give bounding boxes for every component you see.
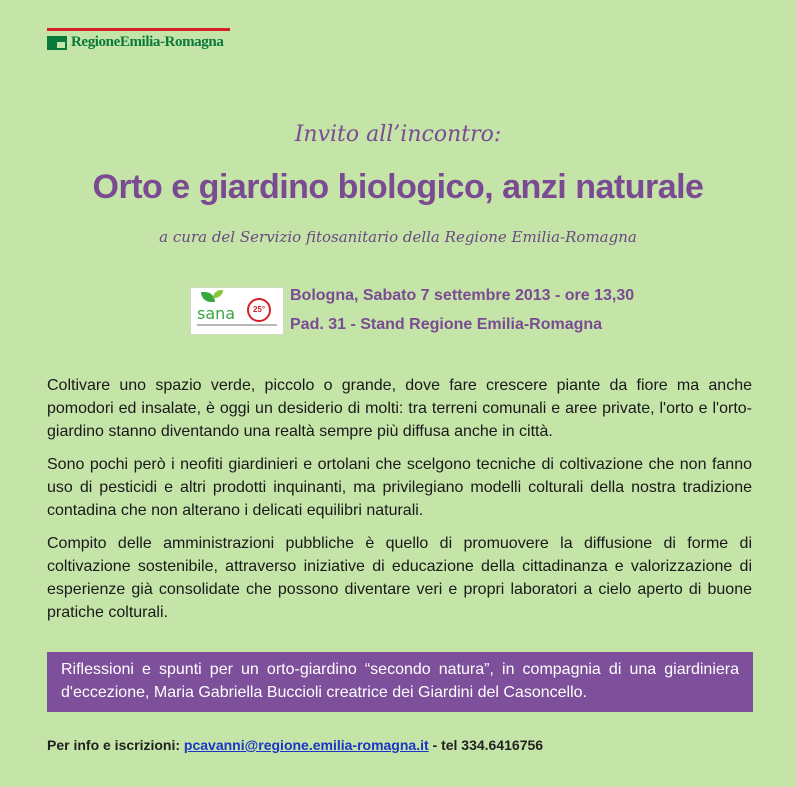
paragraph-3: Compito delle amministrazioni pubbliche è quello di promuovere la diffusione di forme di coltivazione sostenibile, attraverso iniziative di educazione della cittadinanza e valorizzazione di esperienze già consolidate che possono diventare veri e propri laboratori a cielo aperto di buone pratiche colturali. bbox=[47, 535, 752, 621]
info-line bbox=[47, 737, 543, 753]
email-link[interactable]: pcavanni@regione.emilia-romagna.it bbox=[183, 737, 429, 753]
logo-text: RegioneEmilia-Romagna bbox=[71, 34, 224, 50]
sana-logo-word: sana bbox=[197, 304, 236, 323]
paragraph-2: Sono pochi però i neofiti giardinieri e ortolani che scelgono tecniche di coltivazione che non fanno uso di pesticidi e altri prodotti inquinanti, ma privilegiano modelli colturali della nostra tradizione contadina che non alterano i delicati equilibri naturali. bbox=[47, 456, 752, 519]
regione-logo bbox=[47, 34, 223, 51]
banner-text: Riflessioni e spunti per un orto-giardino “secondo natura”, in compagnia di una giardiniera d'eccezione, Maria Gabriella Buccioli creatrice dei Giardini del Casoncello. bbox=[61, 661, 739, 701]
info-prefix: Per info e iscrizioni: bbox=[47, 737, 181, 753]
sana-tagline-line bbox=[197, 324, 277, 326]
paragraph-1: Coltivare uno spazio verde, piccolo o grande, dove fare crescere piante da fiore ma anche pomodori ed insalate, è oggi un desiderio di molti: tra terreni comunali e aree private, l'orto e l'orto-giardino stanno diventando una realtà sempre più diffusa anche in città. bbox=[47, 377, 752, 440]
info-suffix: - tel 334.6416756 bbox=[432, 737, 544, 753]
page-title: Orto e giardino biologico, anzi naturale bbox=[92, 168, 704, 206]
logo-red-bar bbox=[47, 28, 230, 31]
anniversary-badge: 25° bbox=[247, 298, 271, 322]
page-subtitle: a cura del Servizio fitosanitario della Regione Emilia-Romagna bbox=[159, 228, 637, 246]
regione-flag-icon bbox=[47, 36, 67, 50]
event-location: Pad. 31 - Stand Regione Emilia-Romagna bbox=[290, 316, 603, 333]
invite-intro: Invito all’incontro: bbox=[294, 122, 502, 147]
highlight-banner bbox=[47, 652, 753, 712]
leaf-icon bbox=[213, 290, 223, 298]
sana-logo bbox=[190, 287, 284, 335]
event-date: Bologna, Sabato 7 settembre 2013 - ore 13,30 bbox=[290, 287, 635, 304]
